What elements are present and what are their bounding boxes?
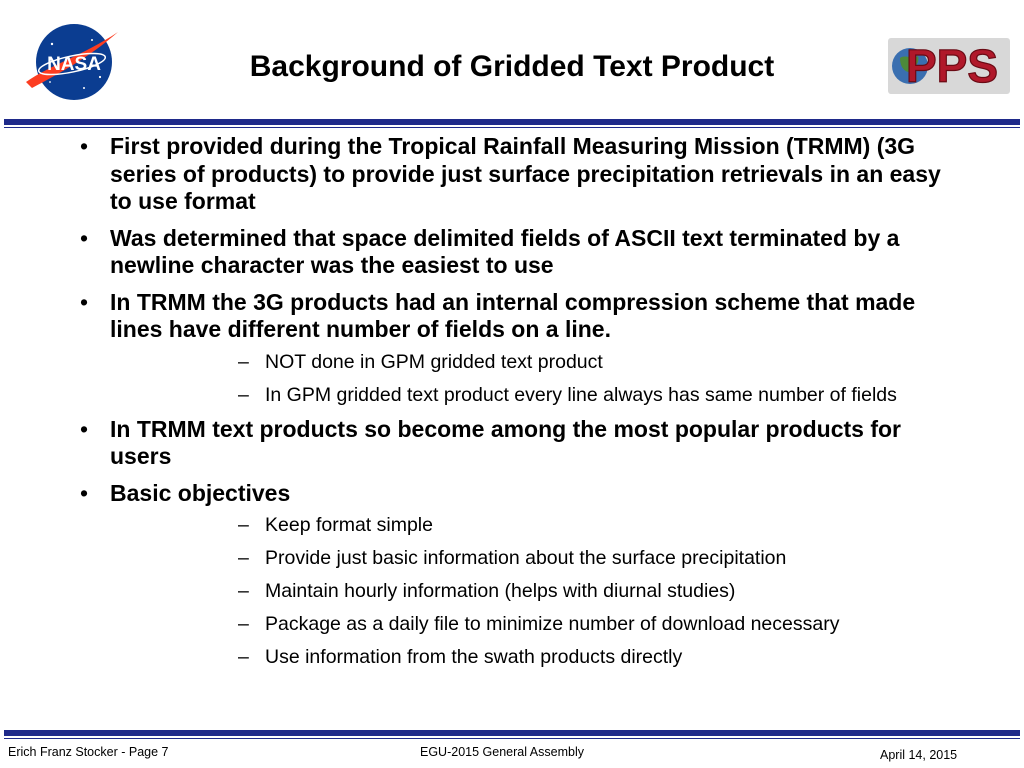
bullet-item xyxy=(0,289,1024,407)
header-rule-thin xyxy=(4,127,1020,128)
footer-rule-thin xyxy=(4,738,1020,739)
sub-bullet-text: Keep format simple xyxy=(265,514,433,536)
sub-bullet-text: Use information from the swath products directly xyxy=(265,646,683,668)
bullet-text: In TRMM the 3G products had an internal compression scheme that made lines have different number of fields on a line. xyxy=(110,288,916,342)
sub-bullet-item xyxy=(110,546,968,570)
header-rule xyxy=(4,119,1020,125)
sub-bullet-marker: – xyxy=(238,580,249,602)
bullet-item xyxy=(0,225,1024,280)
sub-bullet-marker: – xyxy=(238,613,249,635)
sub-bullet-marker: – xyxy=(238,646,249,668)
sub-bullet-text: In GPM gridded text product every line always has same number of fields xyxy=(265,383,897,406)
sub-bullet-item xyxy=(110,513,968,537)
bullet-text: First provided during the Tropical Rainfall Measuring Mission (TRMM) (3G series of products) to provide just surface precipitation retrievals in an easy to use format xyxy=(110,133,941,214)
bullet-text: Was determined that space delimited fields of ASCII text terminated by a newline character was the easiest to use xyxy=(110,224,900,278)
sub-bullet-marker: – xyxy=(238,547,249,569)
footer-rule xyxy=(4,730,1020,736)
bullet-text: Basic objectives xyxy=(110,479,291,506)
sub-bullet-text: Package as a daily file to minimize number of download necessary xyxy=(265,613,840,635)
sub-bullet-item xyxy=(110,350,968,374)
bullet-marker: • xyxy=(80,288,89,315)
sub-bullet-item xyxy=(110,579,968,603)
bullet-marker: • xyxy=(80,133,89,159)
pps-logo xyxy=(888,38,1010,94)
footer-author-page: Erich Franz Stocker - Page 7 xyxy=(8,745,169,759)
bullet-item xyxy=(0,416,1024,471)
sub-bullet-text: Maintain hourly information (helps with diurnal studies) xyxy=(265,580,736,602)
footer-date: April 14, 2015 xyxy=(880,748,958,762)
slide-content xyxy=(0,133,1024,678)
pps-logo-text: PPS xyxy=(905,40,999,92)
bullet-marker: • xyxy=(80,479,89,506)
slide-title: Background of Gridded Text Product xyxy=(249,50,775,83)
nasa-logo-text: NASA xyxy=(47,54,101,75)
sub-list xyxy=(110,513,968,669)
sub-bullet-marker: – xyxy=(238,514,249,536)
sub-bullet-item xyxy=(110,612,968,636)
sub-bullet-marker: – xyxy=(238,350,249,373)
bullet-marker: • xyxy=(80,415,89,442)
bullet-item xyxy=(0,133,1024,216)
sub-bullet-item xyxy=(110,645,968,669)
nasa-logo xyxy=(22,22,120,102)
footer-event: EGU-2015 General Assembly xyxy=(420,745,584,759)
sub-bullet-text: NOT done in GPM gridded text product xyxy=(265,350,603,373)
sub-bullet-text: Provide just basic information about the surface precipitation xyxy=(265,547,787,569)
bullet-marker: • xyxy=(80,224,89,251)
bullet-text: In TRMM text products so become among the most popular products for users xyxy=(110,415,901,469)
sub-bullet-item xyxy=(110,383,968,407)
bullet-item xyxy=(0,480,1024,670)
sub-bullet-marker: – xyxy=(238,383,249,406)
sub-list xyxy=(110,350,968,407)
